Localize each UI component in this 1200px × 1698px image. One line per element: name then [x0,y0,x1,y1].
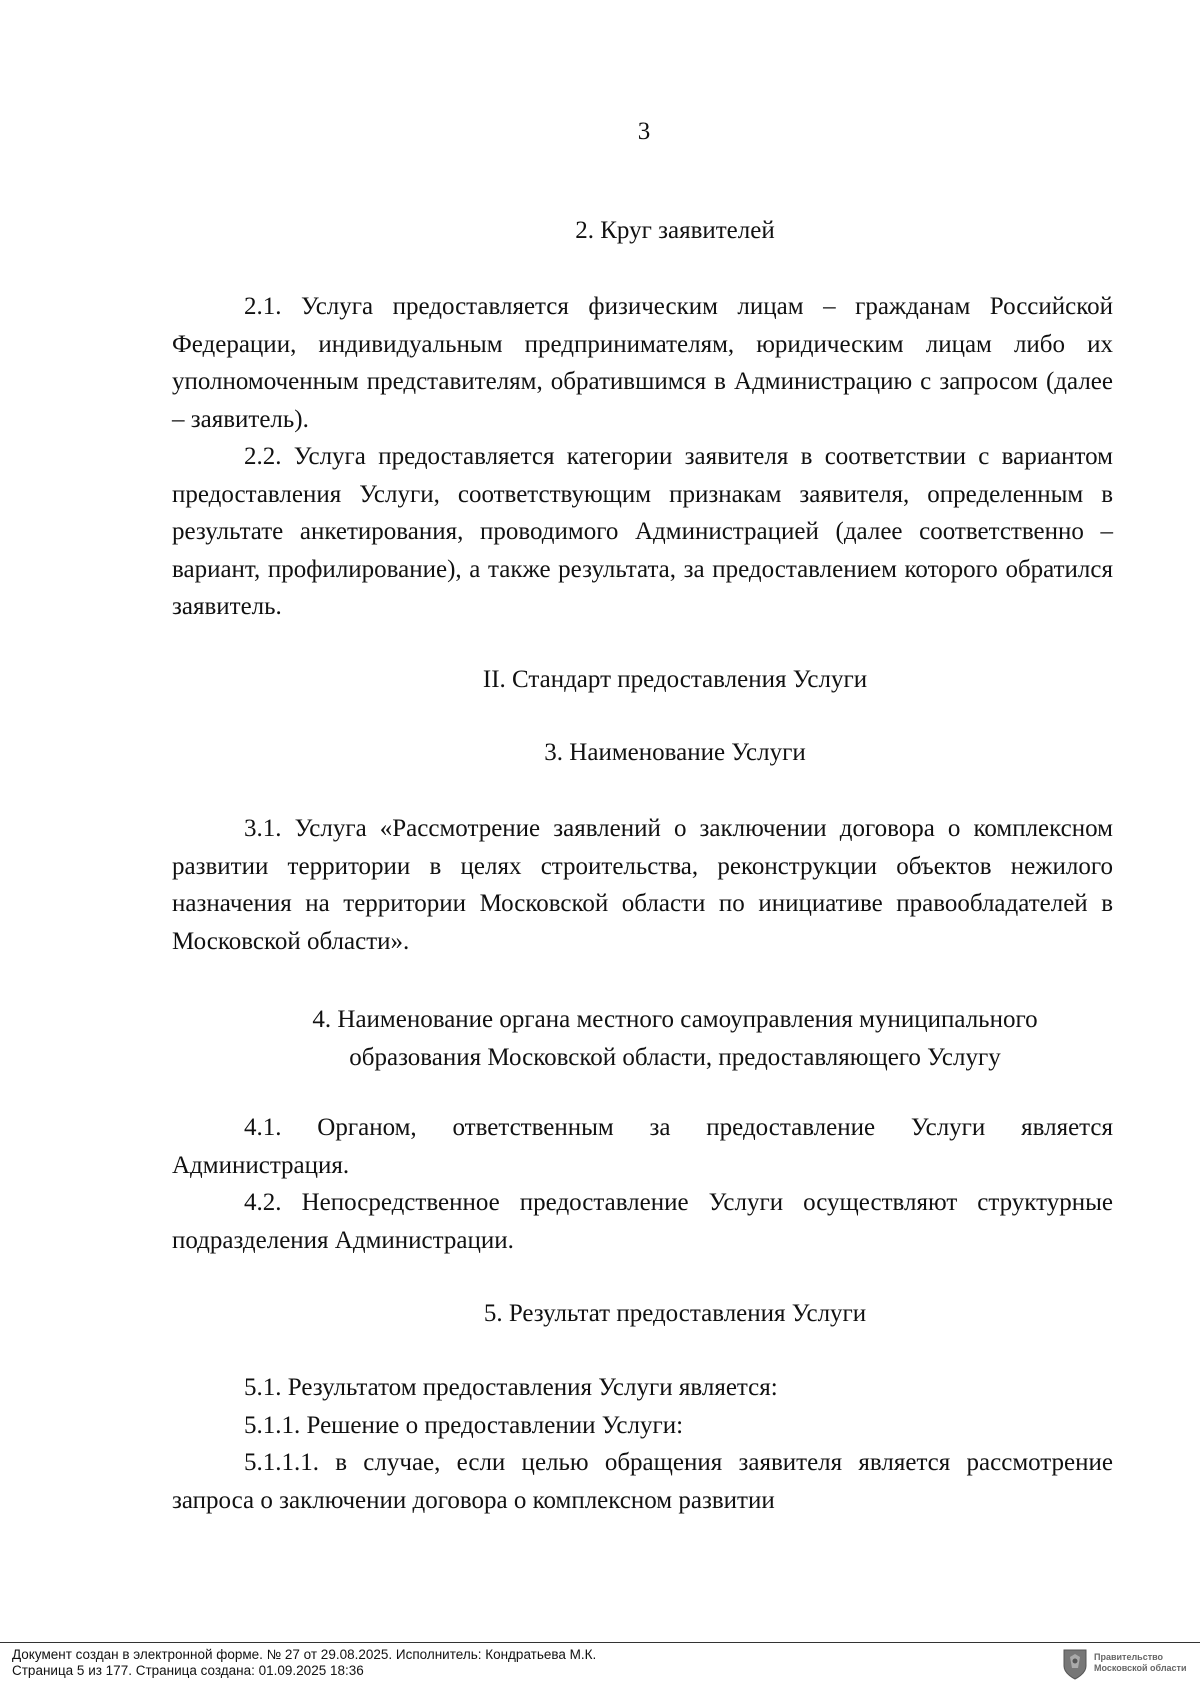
section-2-body [172,288,1113,626]
section-4-body [172,1109,1113,1259]
logo-text-line-2: Московской области [1094,1663,1187,1673]
section-4-title-line-1: 4. Наименование органа местного самоуправления муниципального [312,1006,1038,1033]
paragraph-5-1-1-1: 5.1.1.1. в случае, если целью обращения заявителя является рассмотрение запроса о заключении договора о комплексном развитии [172,1449,1113,1514]
coat-of-arms-icon [1062,1648,1088,1680]
section-3-body [172,810,1113,960]
government-logo [1058,1644,1196,1690]
section-4-title-line-2: образования Московской области, предоставляющего Услугу [349,1043,1001,1071]
page-number: 3 [637,118,651,145]
section-5-title: 5. Результат предоставления Услуги [483,1300,867,1327]
section-4-title [0,1001,1200,1076]
paragraph-3-1: 3.1. Услуга «Рассмотрение заявлений о заключении договора о комплексном развитии территории в целях строительства, реконструкции объектов нежилого назначения на территории Московской области по инициативе правообладателей в Московской области». [172,815,1113,955]
paragraph-4-1: 4.1. Органом, ответственным за предоставление Услуги является Администрация. [172,1114,1113,1179]
paragraph-5-1-1: 5.1.1. Решение о предоставлении Услуги: [244,1411,684,1439]
paragraph-2-2: 2.2. Услуга предоставляется категории заявителя в соответствии с вариантом предоставления Услуги, соответствующим признакам заявителя, определенным в результате анкетирования, проводимого Администрацией (далее соответственно – вариант, профилирование), а также результата, за предоставлением которого обратился заявитель. [172,443,1113,620]
footer [12,1647,596,1679]
logo-text-line-1: Правительство [1094,1652,1164,1662]
paragraph-2-1: 2.1. Услуга предоставляется физическим лицам – гражданам Российской Федерации, индивидуальным предпринимателям, юридическим лицам либо их уполномоченным представителям, обратившимся в Администрацию с запросом (далее – заявитель). [172,293,1113,433]
part-2-title: II. Стандарт предоставления Услуги [482,666,868,693]
footer-document-info: Документ создан в электронной форме. № 27 от 29.08.2025. Исполнитель: Кондратьева М.К. [12,1647,597,1662]
logo-text [1094,1652,1187,1674]
footer-page-info: Страница 5 из 177. Страница создана: 01.09.2025 18:36 [12,1663,364,1678]
paragraph-5-1: 5.1. Результатом предоставления Услуги является: [244,1374,778,1401]
section-5-body [172,1369,1113,1519]
paragraph-4-2: 4.2. Непосредственное предоставление Услуги осуществляют структурные подразделения Администрации. [172,1189,1113,1254]
footer-divider [0,1642,1200,1643]
section-3-title: 3. Наименование Услуги [544,739,806,766]
section-2-title: 2. Круг заявителей [575,217,775,244]
